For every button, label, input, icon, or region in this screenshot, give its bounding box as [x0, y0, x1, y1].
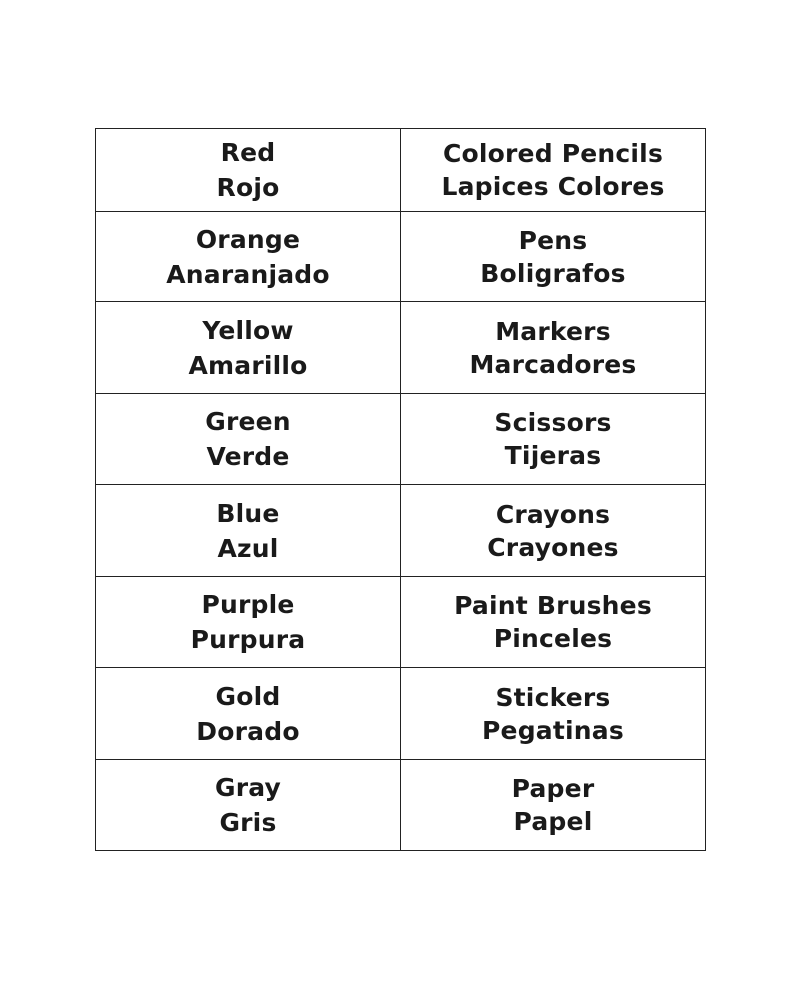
english-word: Colored Pencils [442, 139, 664, 168]
english-word: Gold [215, 681, 281, 711]
spanish-word: Anaranjado [166, 259, 330, 289]
english-word: Red [220, 138, 276, 167]
table-row [96, 394, 706, 485]
supply-cell [401, 485, 706, 577]
spanish-word: Rojo [216, 173, 280, 202]
spanish-word: Verde [206, 442, 290, 471]
supply-cell [401, 668, 706, 760]
vocabulary-table-body [96, 129, 706, 851]
table-row [96, 485, 706, 577]
color-cell [96, 129, 401, 212]
english-word: Crayons [495, 499, 611, 529]
supply-cell [401, 302, 706, 394]
english-word: Scissors [494, 408, 612, 437]
english-word: Stickers [495, 682, 611, 712]
table-row [96, 129, 706, 212]
spanish-word: Marcadores [469, 349, 637, 379]
supply-cell [401, 394, 706, 485]
table-row [96, 212, 706, 302]
spanish-word: Tijeras [504, 441, 602, 470]
spanish-word: Boligrafos [480, 258, 626, 288]
english-word: Paper [511, 774, 595, 803]
supply-cell [401, 760, 706, 851]
english-word: Yellow [202, 315, 294, 345]
spanish-word: Amarillo [188, 350, 308, 380]
spanish-word: Purpura [190, 625, 306, 654]
table-row [96, 760, 706, 851]
english-word: Green [205, 407, 291, 436]
english-word: Gray [214, 773, 282, 802]
color-cell [96, 485, 401, 577]
spanish-word: Azul [217, 533, 279, 563]
spanish-word: Crayones [487, 532, 619, 562]
table-row [96, 577, 706, 668]
spanish-word: Pegatinas [482, 715, 624, 745]
english-word: Purple [201, 590, 295, 619]
english-word: Paint Brushes [454, 591, 652, 620]
spanish-word: Lapices Colores [441, 172, 665, 201]
english-word: Blue [216, 498, 280, 528]
color-cell [96, 212, 401, 302]
spanish-word: Dorado [196, 716, 300, 746]
color-cell [96, 668, 401, 760]
spanish-word: Gris [219, 808, 277, 837]
supply-cell [401, 577, 706, 668]
english-word: Pens [518, 225, 588, 255]
supply-cell [401, 129, 706, 212]
table-row [96, 302, 706, 394]
color-cell [96, 302, 401, 394]
spanish-word: Pinceles [493, 624, 613, 653]
color-cell [96, 394, 401, 485]
english-word: Markers [495, 316, 611, 346]
color-cell [96, 760, 401, 851]
english-word: Orange [195, 224, 301, 254]
supply-cell [401, 212, 706, 302]
vocabulary-table [95, 128, 706, 851]
color-cell [96, 577, 401, 668]
spanish-word: Papel [513, 807, 593, 836]
table-row [96, 668, 706, 760]
